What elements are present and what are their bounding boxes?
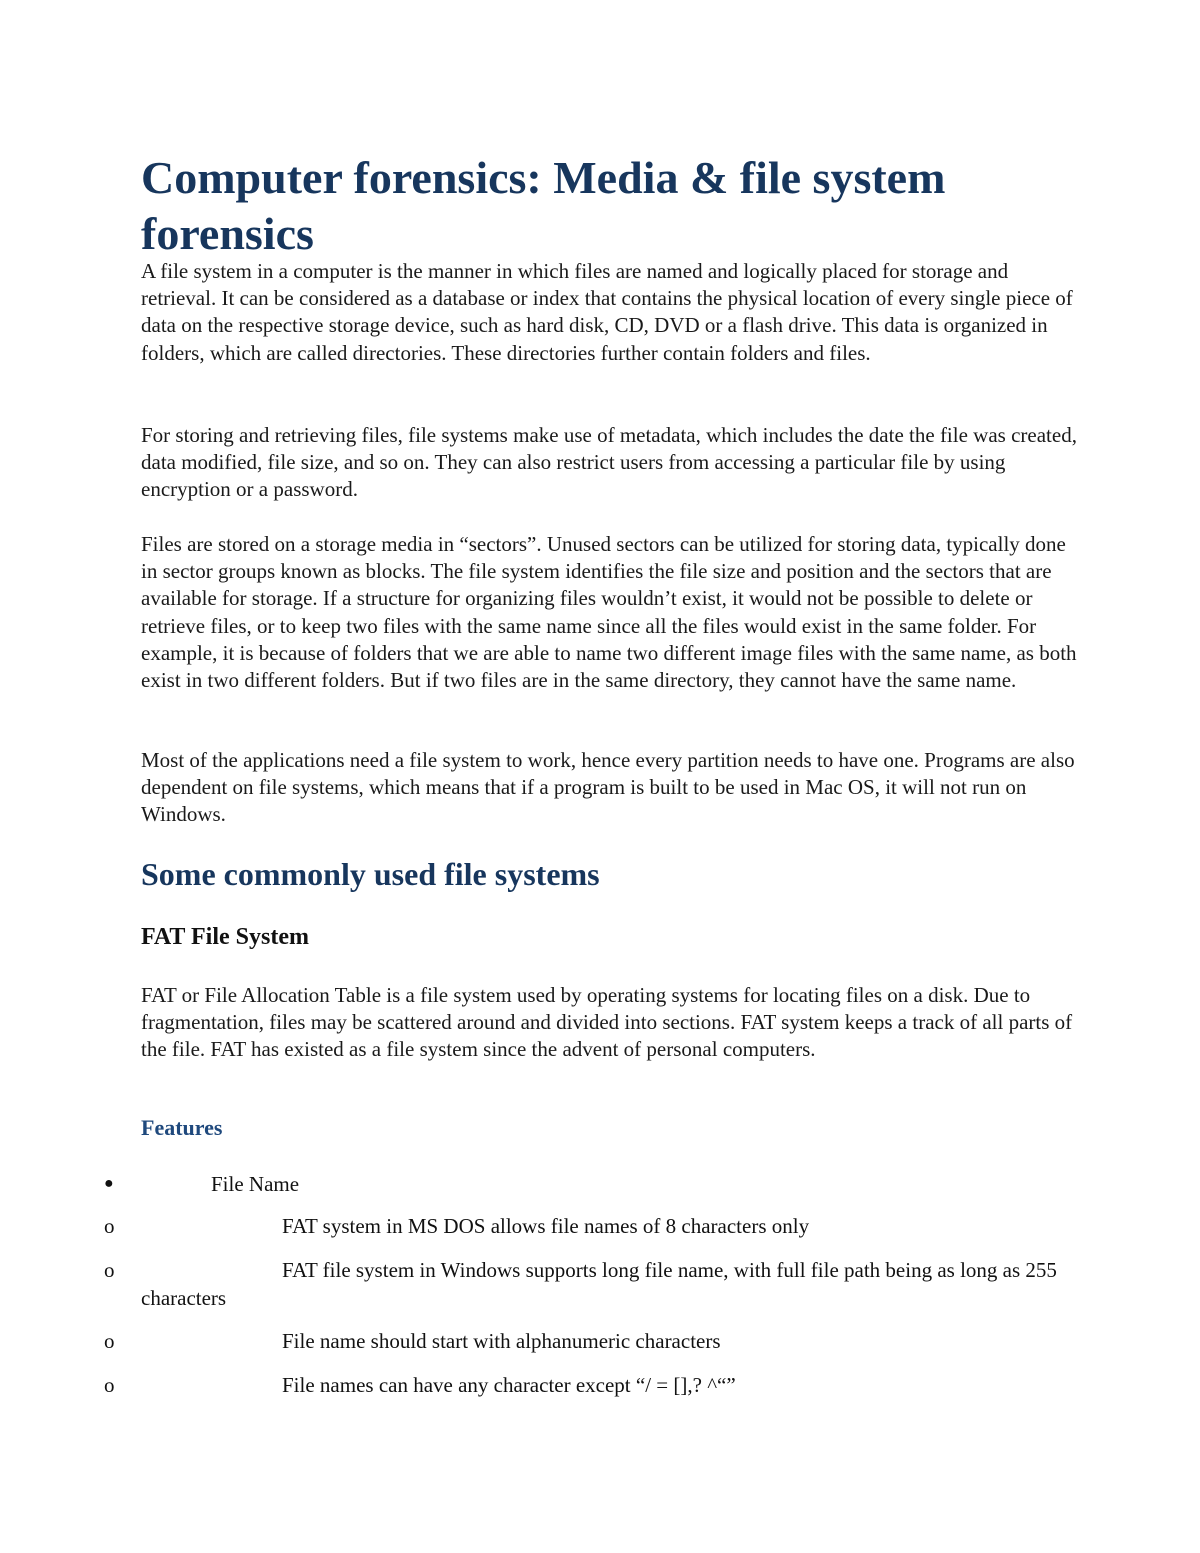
list-item-text: File Name (211, 1172, 300, 1196)
applications-paragraph: Most of the applications need a file system to work, hence every partition needs to have one. Programs are also dependent on file systems, which means that if a program is built to be used in Mac OS, it will not run on Windows. (141, 748, 1075, 827)
metadata-paragraph: For storing and retrieving files, file systems make use of metadata, which includes the date the file was created, data modified, file size, and so on. They can also restrict users from accessing a particular file by using encryption or a password. (141, 423, 1077, 502)
bullet-marker: o (104, 1373, 115, 1397)
bullet-marker: o (104, 1258, 115, 1282)
bullet-marker: o (104, 1329, 115, 1353)
section-heading: Some commonly used file systems (141, 856, 600, 892)
intro-paragraph: A file system in a computer is the manner in which files are named and logically placed for storage and retrieval. It can be considered as a database or index that contains the physical location of every single piece of data on the respective storage device, such as hard disk, CD, DVD or a flash drive. This data is organized in folders, which are called directories. These directories further contain folders and files. (141, 259, 1073, 365)
list-item-text: File name should start with alphanumeric characters (282, 1329, 721, 1353)
list-item-text: File names can have any character except “/ = [],? ^“” (282, 1373, 736, 1397)
sectors-paragraph: Files are stored on a storage media in “sectors”. Unused sectors can be utilized for storing data, typically done in sector groups known as blocks. The file system identifies the file size and position and the sectors that are available for storage. If a structure for organizing files wouldn’t exist, it would not be possible to delete or retrieve files, or to keep two files with the same name since all the files would exist in the same folder. For example, it is because of folders that we are able to name two different image files with the same name, as both exist in two different folders. But if two files are in the same directory, they cannot have the same name. (141, 532, 1077, 693)
fat-paragraph: FAT or File Allocation Table is a file system used by operating systems for locating files on a disk. Due to fragmentation, files may be scattered around and divided into sections. FAT system keeps a track of all parts of the file. FAT has existed as a file system since the advent of personal computers. (141, 983, 1073, 1062)
subsection-heading: FAT File System (141, 924, 309, 950)
list-item-text: FAT file system in Windows supports long file name, with full file path being as long as 255 characters (141, 1258, 1057, 1310)
list-item-text: FAT system in MS DOS allows file names of 8 characters only (282, 1214, 810, 1238)
bullet-marker: ● (104, 1175, 114, 1192)
bullet-marker: o (104, 1214, 115, 1238)
features-heading: Features (141, 1115, 223, 1140)
page-title: Computer forensics: Media & file system forensics (141, 152, 946, 259)
